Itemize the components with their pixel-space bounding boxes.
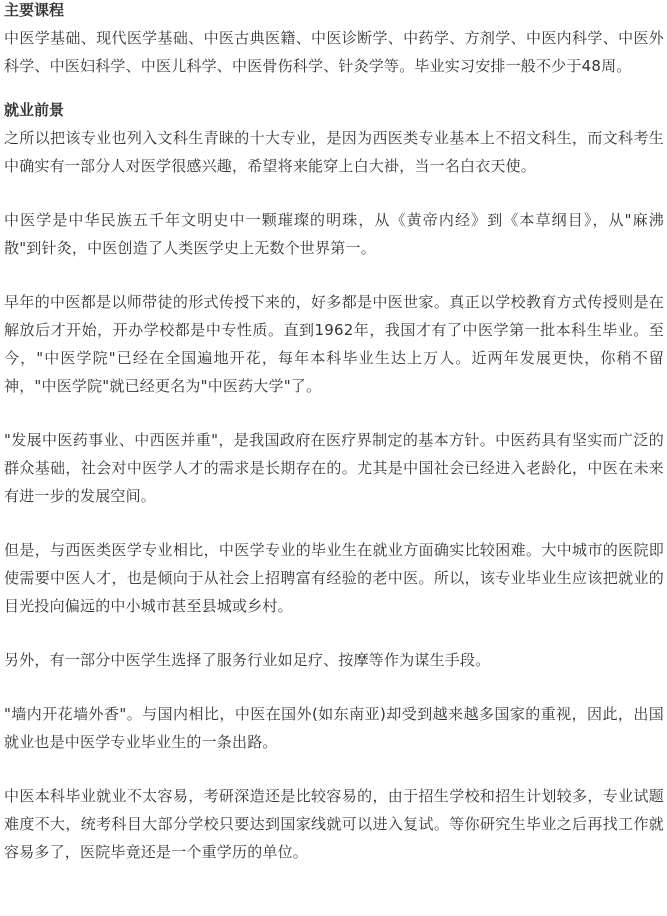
career-paragraph-3: 早年的中医都是以师带徒的形式传授下来的，好多都是中医世家。真正以学校教育方式传授则是在解放后才开始，开办学校都是中专性质。直到1962年，我国才有了中医学第一批本科生毕业。至今，"中医学院"已经在全国遍地开花，每年本科毕业生达上万人。近两年发展更快，你稍不留神，"中医学院"就已经更名为"中医药大学"了。 bbox=[4, 293, 664, 395]
section-heading-career: 就业前景 bbox=[4, 101, 65, 119]
courses-paragraph: 中医学基础、现代医学基础、中医古典医籍、中医诊断学、中药学、方剂学、中医内科学、中医外科学、中医妇科学、中医儿科学、中医骨伤科学、针灸学等。毕业实习安排一般不少于48周。 bbox=[4, 29, 664, 75]
career-paragraph-5: 但是，与西医类医学专业相比，中医学专业的毕业生在就业方面确实比较困难。大中城市的医院即使需要中医人才，也是倾向于从社会上招聘富有经验的老中医。所以，该专业毕业生应该把就业的目光投向偏远的中小城市甚至县城或乡村。 bbox=[4, 541, 664, 615]
article bbox=[4, 0, 664, 866]
career-paragraph-4: "发展中医药事业、中西医并重"，是我国政府在医疗界制定的基本方针。中医药具有坚实而广泛的群众基础，社会对中医学人才的需求是长期存在的。尤其是中国社会已经进入老龄化，中医在未来有进一步的发展空间。 bbox=[4, 431, 664, 505]
career-paragraph-6: 另外，有一部分中医学生选择了服务行业如足疗、按摩等作为谋生手段。 bbox=[4, 651, 491, 669]
career-paragraph-2: 中医学是中华民族五千年文明史中一颗璀璨的明珠，从《黄帝内经》到《本草纲目》，从"麻沸散"到针灸，中医创造了人类医学史上无数个世界第一。 bbox=[4, 211, 664, 257]
career-paragraph-7: "墙内开花墙外香"。与国内相比，中医在国外(如东南亚)却受到越来越多国家的重视，因此，出国就业也是中医学专业毕业生的一条出路。 bbox=[4, 705, 664, 751]
career-paragraph-1: 之所以把该专业也列入文科生青睐的十大专业，是因为西医类专业基本上不招文科生，而文科考生中确实有一部分人对医学很感兴趣，希望将来能穿上白大褂，当一名白衣天使。 bbox=[4, 129, 664, 175]
section-heading-courses: 主要课程 bbox=[4, 1, 65, 19]
career-paragraph-8: 中医本科毕业就业不太容易，考研深造还是比较容易的，由于招生学校和招生计划较多，专业试题难度不大，统考科目大部分学校只要达到国家线就可以进入复试。等你研究生毕业之后再找工作就容易多了，医院毕竟还是一个重学历的单位。 bbox=[4, 787, 664, 861]
